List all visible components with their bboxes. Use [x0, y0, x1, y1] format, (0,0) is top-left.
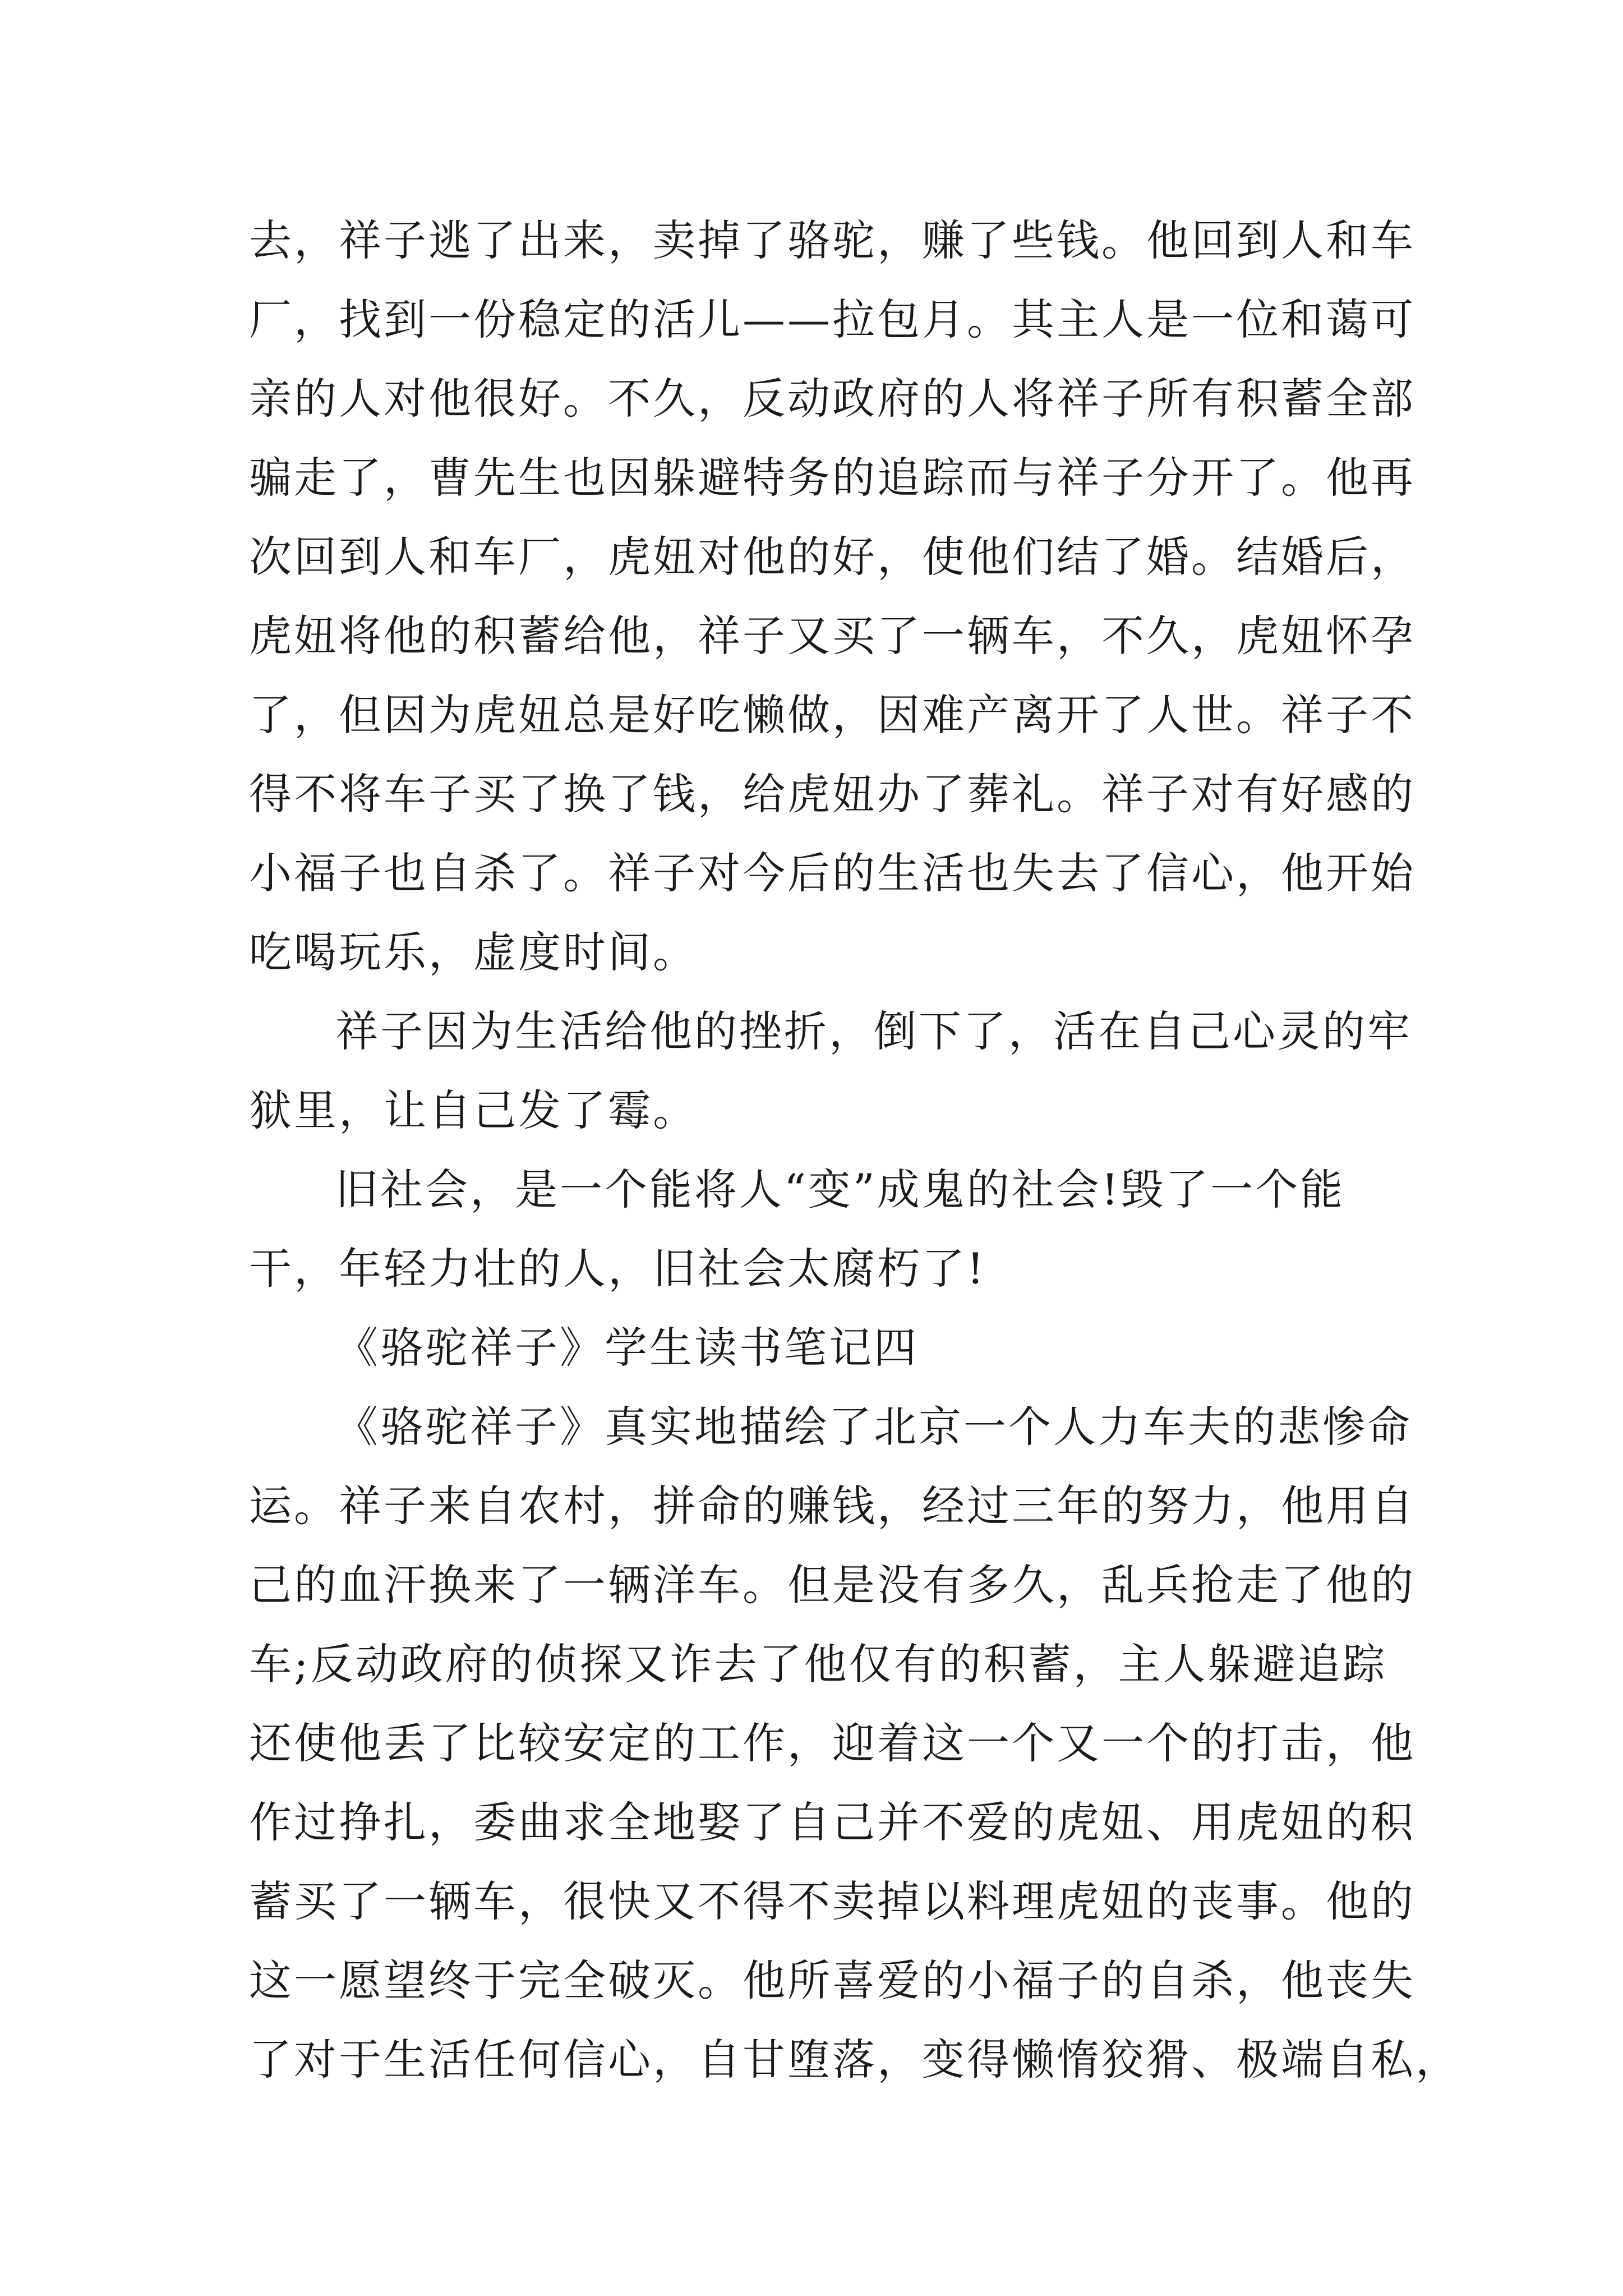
text-line: 这一愿望终于完全破灭。他所喜爱的小福子的自杀，他丧失: [249, 1955, 1415, 2005]
text-line: 车;反动政府的侦探又诈去了他仅有的积蓄，主人躲避追踪: [249, 1639, 1387, 1689]
text-line: 骗走了，曹先生也因躲避特务的追踪而与祥子分开了。他再: [249, 453, 1415, 503]
text-line: 己的血汗换来了一辆洋车。但是没有多久，乱兵抢走了他的: [249, 1560, 1415, 1610]
text-line: 去，祥子逃了出来，卖掉了骆驼，赚了些钱。他回到人和车: [249, 215, 1415, 265]
text-line: 《骆驼祥子》学生读书笔记四: [335, 1323, 919, 1373]
body-text: [249, 201, 1460, 2099]
text-line: 吃喝玩乐，虚度时间。: [249, 927, 698, 977]
text-line: 祥子因为生活给他的挫折，倒下了，活在自己心灵的牢: [335, 1006, 1412, 1056]
text-line: 厂，找到一份稳定的活儿——拉包月。其主人是一位和蔼可: [249, 295, 1415, 344]
text-line: 狱里，让自己发了霉。: [249, 1085, 698, 1135]
text-line: 虎妞将他的积蓄给他，祥子又买了一辆车，不久，虎妞怀孕: [249, 611, 1415, 661]
text-line: 小福子也自杀了。祥子对今后的生活也失去了信心，他开始: [249, 848, 1415, 898]
text-line: 运。祥子来自农村，拼命的赚钱，经过三年的努力，他用自: [249, 1481, 1415, 1531]
text-line: 蓄买了一辆车，很快又不得不卖掉以料理虎妞的丧事。他的: [249, 1876, 1415, 1926]
text-line: 了，但因为虎妞总是好吃懒做，因难产离开了人世。祥子不: [249, 690, 1415, 740]
text-line: 作过挣扎，委曲求全地娶了自己并不爱的虎妞、用虎妞的积: [249, 1797, 1415, 1847]
text-line: 《骆驼祥子》真实地描绘了北京一个人力车夫的悲惨命: [335, 1402, 1412, 1452]
text-line: 旧社会，是一个能将人“变”成鬼的社会!毁了一个能: [335, 1165, 1345, 1214]
text-line: 得不将车子买了换了钱，给虎妞办了葬礼。祥子对有好感的: [249, 769, 1415, 819]
text-line: 还使他丢了比较安定的工作，迎着这一个又一个的打击，他: [249, 1718, 1415, 1768]
text-line: 次回到人和车厂，虎妞对他的好，使他们结了婚。结婚后，: [249, 532, 1415, 582]
text-line: 干，年轻力壮的人，旧社会太腐朽了!: [249, 1244, 986, 1294]
text-line: 了对于生活任何信心，自甘堕落，变得懒惰狡猾、极端自私，: [249, 2035, 1460, 2085]
text-line: 亲的人对他很好。不久，反动政府的人将祥子所有积蓄全部: [249, 374, 1415, 424]
